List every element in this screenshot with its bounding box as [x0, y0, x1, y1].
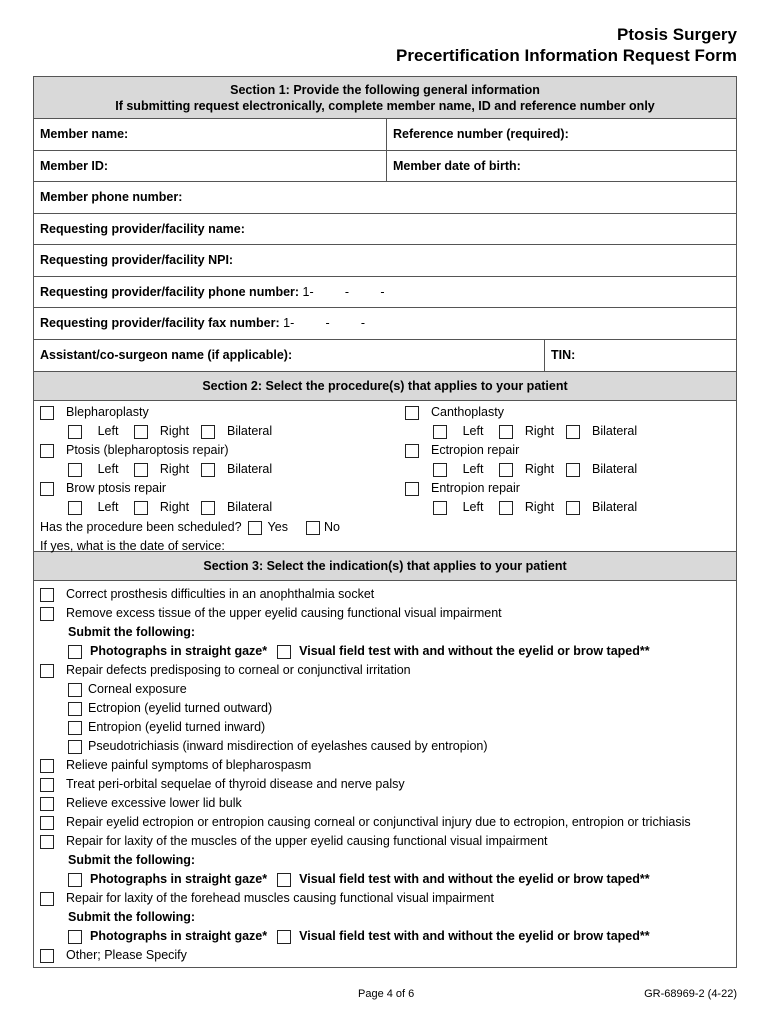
form-subtitle: Precertification Information Request Form	[396, 46, 737, 65]
corneal-exposure-label: Corneal exposure	[88, 682, 187, 696]
blepharoplasty-left-checkbox[interactable]	[68, 425, 82, 439]
section3-body	[34, 581, 736, 967]
scheduled-yes-label: Yes	[267, 520, 288, 534]
visual-field-checkbox-2[interactable]	[277, 873, 291, 887]
photographs-checkbox-2[interactable]	[68, 873, 82, 887]
canthoplasty-right-checkbox[interactable]	[499, 425, 513, 439]
section2-heading-text: Section 2: Select the procedure(s) that applies to your patient	[202, 379, 568, 393]
indication-forehead-laxity-checkbox[interactable]	[40, 892, 54, 906]
form-title-block	[396, 24, 737, 66]
side-left-label: Left	[97, 462, 119, 476]
procedures-right-column	[405, 403, 637, 517]
side-bilateral-label: Bilateral	[227, 500, 273, 514]
member-name-field[interactable]	[34, 119, 386, 150]
ptosis-right-checkbox[interactable]	[134, 463, 148, 477]
submit-following-label: Submit the following:	[68, 853, 196, 867]
section2-heading	[34, 371, 736, 401]
side-right-label: Right	[524, 500, 555, 514]
indication-forehead-laxity-label: Repair for laxity of the forehead muscles causing functional visual impairment	[66, 891, 494, 905]
submit-following-2	[40, 851, 730, 870]
indication-excess-tissue-label: Remove excess tissue of the upper eyelid causing functional visual impairment	[66, 606, 502, 620]
ectropion-sub-label: Ectropion (eyelid turned outward)	[88, 701, 273, 715]
canthoplasty-label: Canthoplasty	[431, 405, 504, 419]
side-left-label: Left	[97, 500, 119, 514]
side-bilateral-label: Bilateral	[592, 424, 638, 438]
tin-field[interactable]	[544, 340, 736, 372]
brow-left-checkbox[interactable]	[68, 501, 82, 515]
ptosis-repair-checkbox[interactable]	[40, 444, 54, 458]
section1-heading-line2: If submitting request electronically, complete member name, ID and reference number only	[115, 99, 655, 113]
blepharoplasty-bilateral-checkbox[interactable]	[201, 425, 215, 439]
provider-fax-field[interactable]	[34, 308, 736, 339]
row-provider-phone	[34, 277, 736, 309]
side-bilateral-label: Bilateral	[592, 462, 638, 476]
ectropion-sub-checkbox[interactable]	[68, 702, 82, 716]
side-right-label: Right	[159, 424, 190, 438]
side-left-label: Left	[462, 500, 484, 514]
blepharoplasty-checkbox[interactable]	[40, 406, 54, 420]
side-left-label: Left	[462, 424, 484, 438]
indication-lower-lid-label: Relieve excessive lower lid bulk	[66, 796, 242, 810]
side-right-label: Right	[159, 462, 190, 476]
provider-name-label: Requesting provider/facility name:	[40, 221, 245, 236]
brow-ptosis-checkbox[interactable]	[40, 482, 54, 496]
indication-blepharospasm-checkbox[interactable]	[40, 759, 54, 773]
brow-ptosis-label: Brow ptosis repair	[66, 481, 167, 495]
entropion-repair-checkbox[interactable]	[405, 482, 419, 496]
entropion-left-checkbox[interactable]	[433, 501, 447, 515]
indication-prosthesis-label: Correct prosthesis difficulties in an anophthalmia socket	[66, 587, 375, 601]
section1-heading-line1: Section 1: Provide the following general information	[230, 83, 540, 97]
canthoplasty-bilateral-checkbox[interactable]	[566, 425, 580, 439]
scheduled-no-checkbox[interactable]	[306, 521, 320, 535]
indication-lower-lid-checkbox[interactable]	[40, 797, 54, 811]
ectropion-repair-checkbox[interactable]	[405, 444, 419, 458]
indication-thyroid-checkbox[interactable]	[40, 778, 54, 792]
submit-options-1	[40, 642, 730, 661]
reference-number-label: Reference number (required):	[393, 127, 569, 142]
side-right-label: Right	[524, 424, 555, 438]
side-right-label: Right	[524, 462, 555, 476]
canthoplasty-checkbox[interactable]	[405, 406, 419, 420]
row-member-id	[34, 151, 736, 183]
ptosis-repair-label: Ptosis (blepharoptosis repair)	[66, 443, 229, 457]
ectropion-left-checkbox[interactable]	[433, 463, 447, 477]
section2-body	[34, 401, 736, 551]
page-number: Page 4 of 6	[358, 988, 415, 1000]
entropion-repair-label: Entropion repair	[431, 481, 520, 495]
indication-other-label: Other; Please Specify	[66, 948, 187, 962]
side-bilateral-label: Bilateral	[592, 500, 638, 514]
ectropion-bilateral-checkbox[interactable]	[566, 463, 580, 477]
ectropion-right-checkbox[interactable]	[499, 463, 513, 477]
indication-blepharospasm-label: Relieve painful symptoms of blepharospasm	[66, 758, 312, 772]
tin-label: TIN:	[551, 348, 576, 363]
assistant-name-field[interactable]	[34, 340, 544, 372]
blepharoplasty-right-checkbox[interactable]	[134, 425, 148, 439]
indication-excess-tissue-checkbox[interactable]	[40, 607, 54, 621]
member-dob-label: Member date of birth:	[393, 158, 521, 173]
member-id-label: Member ID:	[40, 158, 109, 173]
member-phone-field[interactable]	[34, 182, 736, 213]
form-title: Ptosis Surgery	[617, 25, 737, 44]
section1-heading	[34, 77, 736, 119]
photographs-label: Photographs in straight gaze*	[90, 929, 268, 943]
section3-heading-text: Section 3: Select the indication(s) that applies to your patient	[203, 559, 567, 573]
submit-following-3	[40, 908, 730, 927]
submit-following-label: Submit the following:	[68, 910, 196, 924]
entropion-sub-checkbox[interactable]	[68, 721, 82, 735]
member-phone-label: Member phone number:	[40, 190, 183, 205]
provider-fax-label: Requesting provider/facility fax number:	[40, 316, 280, 331]
photographs-label: Photographs in straight gaze*	[90, 644, 268, 658]
member-name-label: Member name:	[40, 127, 129, 142]
indication-thyroid-label: Treat peri-orbital sequelae of thyroid disease and nerve palsy	[66, 777, 405, 791]
row-provider-fax	[34, 308, 736, 340]
provider-npi-label: Requesting provider/facility NPI:	[40, 253, 234, 268]
side-bilateral-label: Bilateral	[227, 462, 273, 476]
scheduled-yes-checkbox[interactable]	[248, 521, 262, 535]
entropion-bilateral-checkbox[interactable]	[566, 501, 580, 515]
provider-phone-format: 1- - -	[299, 284, 385, 299]
indication-eyelid-injury-checkbox[interactable]	[40, 816, 54, 830]
provider-npi-field[interactable]	[34, 245, 736, 276]
visual-field-checkbox-1[interactable]	[277, 645, 291, 659]
indication-eyelid-injury-label: Repair eyelid ectropion or entropion causing corneal or conjunctival injury due to ectropion, entropion or trichiasis	[66, 815, 691, 829]
photographs-label: Photographs in straight gaze*	[90, 872, 268, 886]
pseudotrichiasis-label: Pseudotrichiasis (inward misdirection of eyelashes caused by entropion)	[88, 739, 488, 753]
procedures-left-column	[40, 403, 340, 556]
entropion-sub-label: Entropion (eyelid turned inward)	[88, 720, 266, 734]
row-member-phone	[34, 182, 736, 214]
member-id-field[interactable]	[34, 151, 386, 182]
provider-phone-field[interactable]	[34, 277, 736, 308]
scheduled-question: Has the procedure been scheduled?	[40, 520, 242, 534]
row-provider-name	[34, 214, 736, 246]
visual-field-label: Visual field test with and without the eyelid or brow taped**	[299, 929, 650, 943]
brow-right-checkbox[interactable]	[134, 501, 148, 515]
indication-repair-defects-checkbox[interactable]	[40, 664, 54, 678]
blepharoplasty-label: Blepharoplasty	[66, 405, 149, 419]
visual-field-checkbox-3[interactable]	[277, 930, 291, 944]
row-provider-npi	[34, 245, 736, 277]
photographs-checkbox-1[interactable]	[68, 645, 82, 659]
brow-bilateral-checkbox[interactable]	[201, 501, 215, 515]
indication-upper-laxity-label: Repair for laxity of the muscles of the upper eyelid causing functional visual impairment	[66, 834, 548, 848]
scheduled-no-label: No	[323, 520, 340, 534]
ptosis-left-checkbox[interactable]	[68, 463, 82, 477]
side-left-label: Left	[462, 462, 484, 476]
side-right-label: Right	[159, 500, 190, 514]
visual-field-label: Visual field test with and without the eyelid or brow taped**	[299, 644, 650, 658]
submit-following-1	[40, 623, 730, 642]
indication-upper-laxity-checkbox[interactable]	[40, 835, 54, 849]
date-of-service-label: If yes, what is the date of service:	[40, 539, 225, 553]
side-bilateral-label: Bilateral	[227, 424, 273, 438]
visual-field-label: Visual field test with and without the eyelid or brow taped**	[299, 872, 650, 886]
row-member-name	[34, 119, 736, 151]
side-left-label: Left	[97, 424, 119, 438]
assistant-name-label: Assistant/co-surgeon name (if applicable):	[40, 348, 293, 363]
indication-repair-defects-label: Repair defects predisposing to corneal or conjunctival irritation	[66, 663, 411, 677]
provider-phone-label: Requesting provider/facility phone number:	[40, 284, 300, 299]
photographs-checkbox-3[interactable]	[68, 930, 82, 944]
indication-other-checkbox[interactable]	[40, 949, 54, 963]
ptosis-bilateral-checkbox[interactable]	[201, 463, 215, 477]
indication-prosthesis-checkbox[interactable]	[40, 588, 54, 602]
precert-form	[33, 76, 737, 968]
canthoplasty-left-checkbox[interactable]	[433, 425, 447, 439]
provider-name-field[interactable]	[34, 214, 736, 245]
submit-options-3	[40, 927, 730, 946]
pseudotrichiasis-checkbox[interactable]	[68, 740, 82, 754]
form-code: GR-68969-2 (4-22)	[644, 988, 737, 1000]
ectropion-repair-label: Ectropion repair	[431, 443, 520, 457]
row-assistant	[34, 340, 736, 372]
corneal-exposure-checkbox[interactable]	[68, 683, 82, 697]
provider-fax-format: 1- - -	[279, 316, 366, 331]
reference-number-field[interactable]	[386, 119, 736, 150]
submit-following-label: Submit the following:	[68, 625, 196, 639]
submit-options-2	[40, 870, 730, 889]
member-dob-field[interactable]	[386, 151, 736, 182]
entropion-right-checkbox[interactable]	[499, 501, 513, 515]
